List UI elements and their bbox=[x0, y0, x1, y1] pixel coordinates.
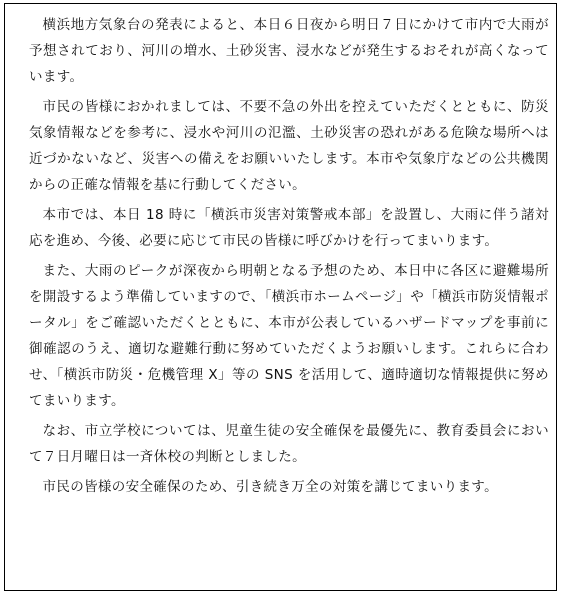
paragraph-closing: 市民の皆様の安全確保のため、引き続き万全の対策を講じてまいります。 bbox=[42, 479, 498, 495]
document-frame bbox=[4, 3, 557, 591]
paragraph-school-closure: なお、市立学校については、児童生徒の安全確保を最優先に、教育委員会において７日月曜日は一斉休校の判断としました。 bbox=[29, 423, 549, 465]
document-body bbox=[29, 12, 549, 504]
paragraph-evacuation-info: また、大雨のピークが深夜から明朝となる予想のため、本日中に各区に避難場所を開設するよう準備していますので、「横浜市ホームページ」や「横浜市防災情報ポータル」をご確認いただくとともに、本市が公表しているハザードマップを事前に御確認のうえ、適切な避難行動に努めていただくようお願いします。これらに合わせ、「横浜市防災・危機管理 X」等の SNS を活用して、適時適切な情報提供に努めてまいります。 bbox=[29, 263, 549, 409]
paragraph-weather-forecast: 横浜地方気象台の発表によると、本日６日夜から明日７日にかけて市内で大雨が予想されており、河川の増水、土砂災害、浸水などが発生するおそれが高くなっています。 bbox=[29, 17, 549, 85]
paragraph-citizen-request: 市民の皆様におかれましては、不要不急の外出を控えていただくとともに、防災気象情報などを参考に、浸水や河川の氾濫、土砂災害の恐れがある危険な場所へは近づかないなど、災害への備えをお願いいたします。本市や気象庁などの公共機関からの正確な情報を基に行動してください。 bbox=[29, 99, 549, 193]
paragraph-headquarters-setup: 本市では、本日 18 時に「横浜市災害対策警戒本部」を設置し、大雨に伴う諸対応を進め、今後、必要に応じて市民の皆様に呼びかけを行ってまいります。 bbox=[29, 207, 549, 249]
